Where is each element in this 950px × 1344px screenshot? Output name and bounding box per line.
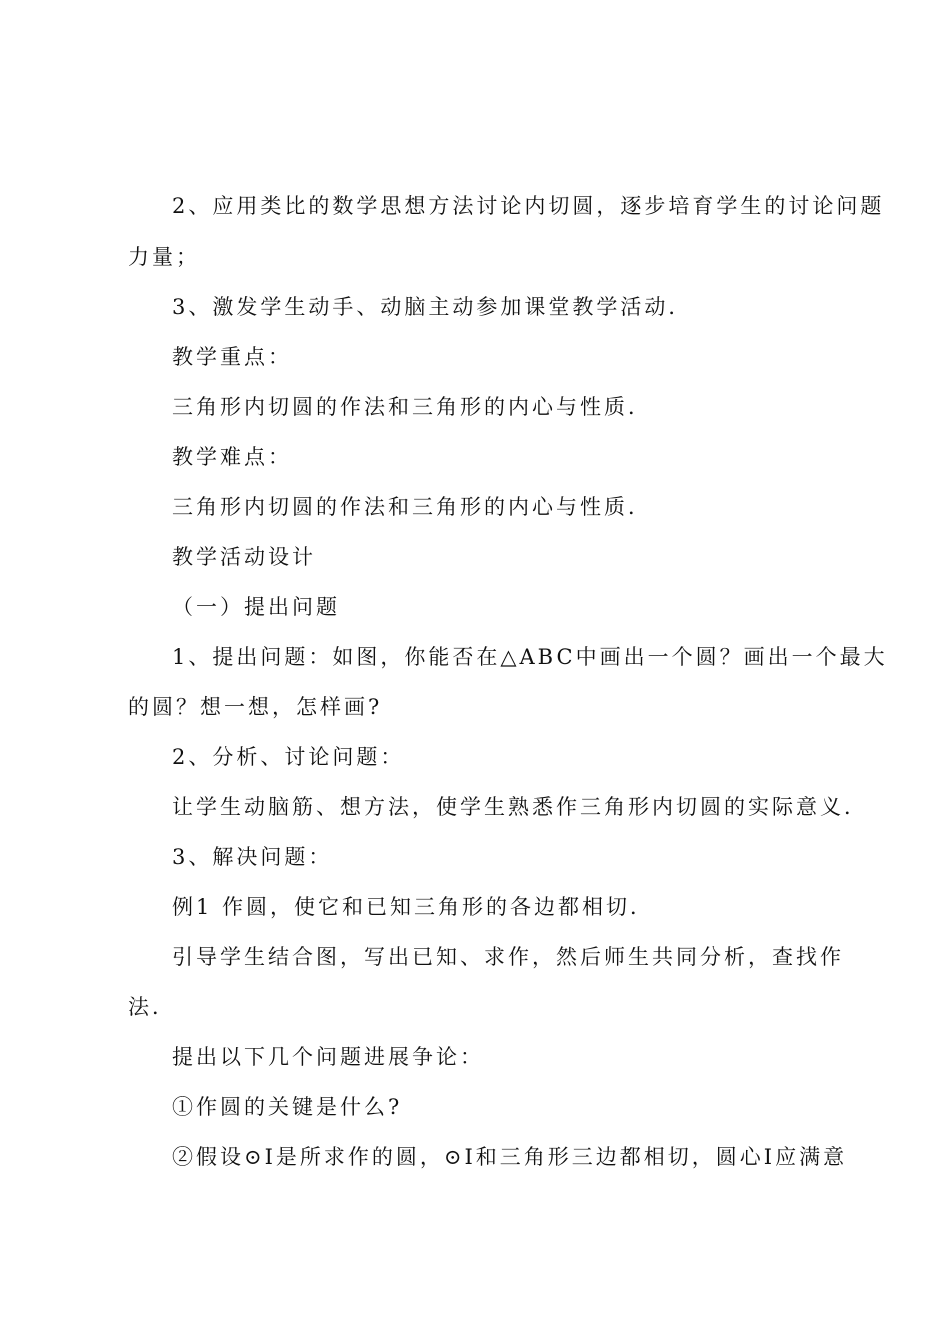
section-heading: 教学活动设计 [172, 545, 316, 569]
text-line: 三角形内切圆的作法和三角形的内心与性质． [172, 495, 652, 519]
text-line: 提出以下几个问题进展争论： [172, 1045, 484, 1069]
text-line: 三角形内切圆的作法和三角形的内心与性质． [172, 395, 652, 419]
text-line: 引导学生结合图，写出已知、求作，然后师生共同分析，查找作 [172, 945, 844, 969]
text-line: 让学生动脑筋、想方法，使学生熟悉作三角形内切圆的实际意义． [172, 795, 868, 819]
section-heading: 教学难点： [172, 445, 292, 469]
text-line: 力量； [128, 245, 200, 269]
text-line: 1、提出问题：如图，你能否在△ABC中画出一个圆？画出一个最大 [172, 645, 888, 669]
text-line: 的圆？想一想，怎样画? [128, 695, 383, 719]
text-line: 2、分析、讨论问题： [172, 745, 405, 769]
text-line: 3、激发学生动手、动脑主动参加课堂教学活动． [172, 295, 693, 319]
subsection-heading: （一）提出问题 [172, 595, 340, 619]
text-line: 法． [128, 995, 176, 1019]
text-line: 2、应用类比的数学思想方法讨论内切圆，逐步培育学生的讨论问题 [172, 194, 885, 218]
text-line: 例1 作圆，使它和已知三角形的各边都相切． [172, 895, 655, 919]
text-line: ①作圆的关键是什么? [172, 1095, 403, 1119]
text-line: ②假设⊙I是所求作的圆，⊙I和三角形三边都相切，圆心I应满意 [172, 1145, 848, 1169]
section-heading: 教学重点： [172, 345, 292, 369]
text-line: 3、解决问题： [172, 845, 333, 869]
